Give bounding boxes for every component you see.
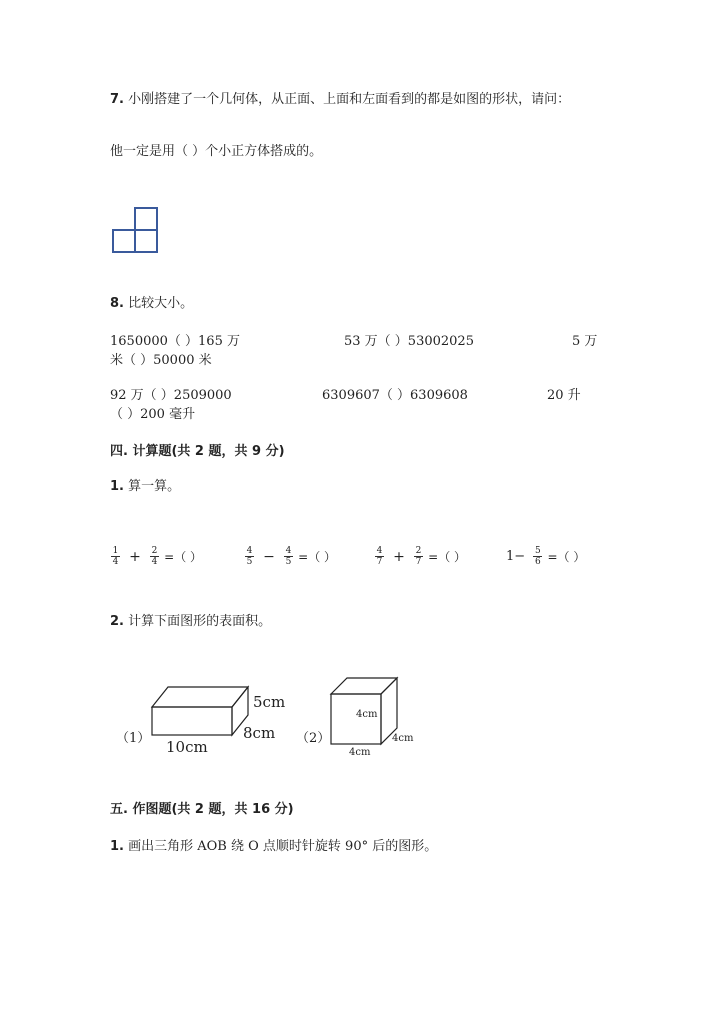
fig1-width-label: 8cm: [243, 724, 276, 742]
calc1-expr-3: [374, 546, 466, 567]
q7-number: 7.: [110, 92, 124, 107]
q8-heading: [110, 292, 193, 311]
fig1-height-label: 5cm: [253, 693, 286, 711]
fraction: [150, 546, 159, 567]
fraction: [375, 546, 384, 567]
q8-row1-b: 53 万（ ）53002025: [344, 334, 474, 349]
q7-line2: 他一定是用（ ）个小正方体搭成的。: [110, 144, 323, 159]
calc1-expr-1: [110, 546, 202, 567]
fig2-bottom-label: 4cm: [349, 747, 371, 758]
q7-text: 小刚搭建了一个几何体，从正面、上面和左面看到的都是如图的形状，请问：: [128, 92, 571, 107]
calc2-number: 2.: [110, 614, 124, 629]
fraction: [284, 546, 293, 567]
denominator: 7: [376, 557, 383, 567]
calc2-title: 计算下面图形的表面积。: [128, 614, 272, 629]
fig1-length-label: 10cm: [166, 738, 208, 756]
q8-title: 比较大小。: [128, 296, 194, 311]
numerator: 1: [112, 546, 119, 556]
numerator: 4: [246, 546, 253, 556]
cuboid-front-face: [152, 707, 232, 735]
numerator: 4: [376, 546, 383, 556]
section5-title: 五. 作图题(共 2 题，共 16 分): [110, 802, 294, 817]
q8-row1-a: 1650000（ ）165 万: [110, 334, 240, 349]
q7-square-top: [135, 208, 157, 230]
q8-row2-c-cont: （ ）200 毫升: [110, 407, 196, 422]
fig2-side-label: 4cm: [392, 733, 414, 744]
numerator: 2: [415, 546, 422, 556]
numerator: 2: [151, 546, 158, 556]
answer-blank: =（ ）: [547, 550, 586, 564]
q8-row1-c-cont: 米（ ）50000 米: [110, 353, 212, 368]
denominator: 4: [112, 557, 119, 567]
denominator: 5: [246, 557, 253, 567]
denominator: 7: [415, 557, 422, 567]
section4-title: 四. 计算题(共 2 题，共 9 分): [110, 444, 285, 459]
calc1-title: 算一算。: [128, 479, 181, 494]
q8-number: 8.: [110, 296, 124, 311]
fraction: [414, 546, 423, 567]
draw1-number: 1.: [110, 839, 124, 854]
q7-line1: [110, 88, 570, 107]
q7-square-bottom-right: [135, 230, 157, 252]
operator: +: [393, 548, 405, 565]
expr-lead: 1−: [506, 549, 526, 564]
fig2-label: （2）: [296, 731, 331, 746]
q7-figure: [110, 205, 162, 257]
calc2-heading: [110, 610, 271, 629]
denominator: 4: [151, 557, 158, 567]
q8-row2-b: 6309607（ ）6309608: [322, 388, 468, 403]
denominator: 5: [285, 557, 292, 567]
draw1-text: 画出三角形 AOB 绕 O 点顺时针旋转 90° 后的图形。: [128, 839, 438, 854]
answer-blank: =（ ）: [428, 550, 467, 564]
cuboid-top-face: [152, 687, 248, 707]
numerator: 5: [534, 546, 541, 556]
calc1-expr-4: [506, 546, 585, 567]
calc1-number: 1.: [110, 479, 124, 494]
fraction: [111, 546, 120, 567]
operator: −: [263, 548, 275, 565]
denominator: 6: [534, 557, 541, 567]
draw1-line: [110, 835, 437, 854]
fraction: [245, 546, 254, 567]
operator: +: [129, 548, 141, 565]
calc1-heading: [110, 475, 180, 494]
q8-row2-c: 20 升: [547, 388, 581, 403]
numerator: 4: [285, 546, 292, 556]
answer-blank: =（ ）: [164, 550, 203, 564]
calc1-expr-2: [244, 546, 336, 567]
cube-top-face: [331, 678, 397, 694]
answer-blank: =（ ）: [298, 550, 337, 564]
q8-row1-c: 5 万: [572, 334, 598, 349]
fig2-front-label: 4cm: [356, 709, 378, 720]
fraction: [533, 546, 542, 567]
fig1-label: （1）: [116, 731, 151, 746]
q7-square-bottom-left: [113, 230, 135, 252]
q8-row2-a: 92 万（ ）2509000: [110, 388, 232, 403]
